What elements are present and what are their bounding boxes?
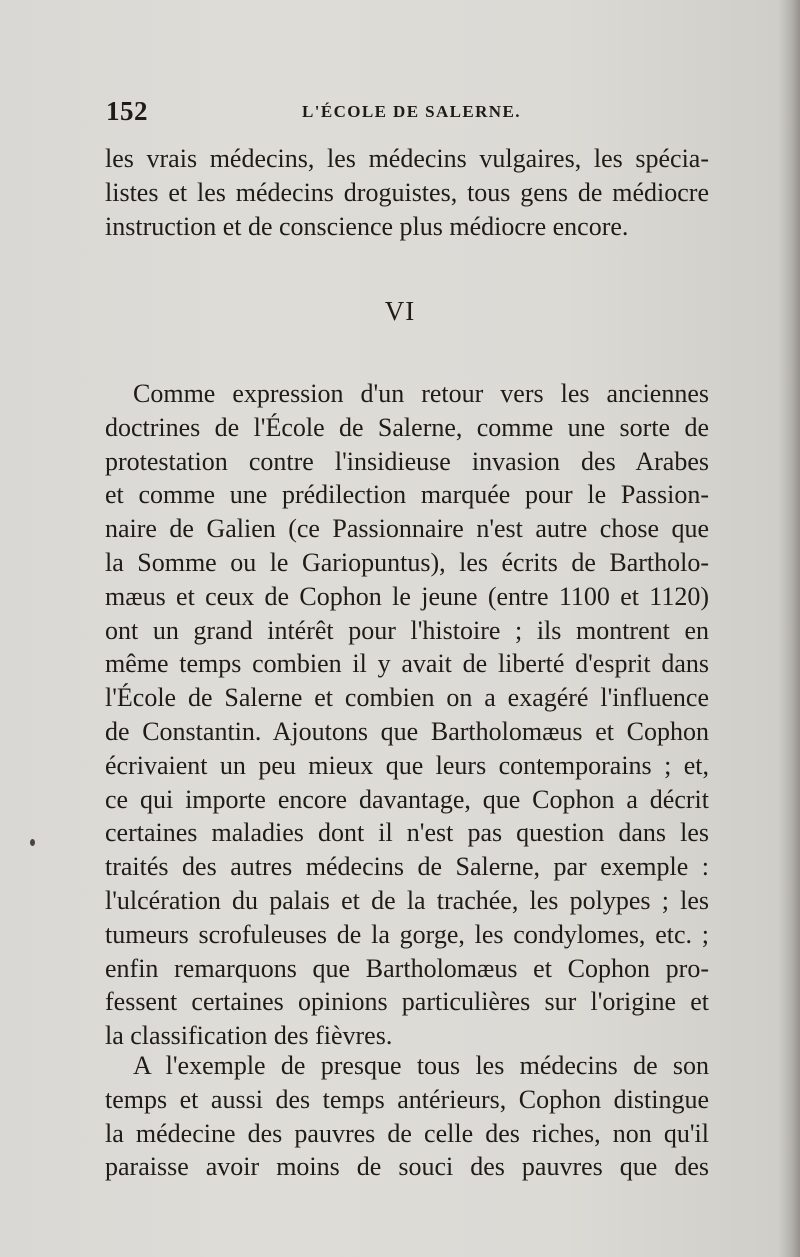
text-line: de Constantin. Ajoutons que Bartholomæus et Cophon bbox=[105, 716, 709, 746]
paragraph-continued bbox=[105, 142, 709, 243]
text-line: mæus et ceux de Cophon le jeune (entre 1100 et 1120) bbox=[105, 581, 709, 611]
text-line: écrivaient un peu mieux que leurs contemporains ; et, bbox=[105, 750, 709, 780]
text-line: les vrais médecins, les médecins vulgaires, les spécia- bbox=[105, 144, 709, 173]
text-line: certaines maladies dont il n'est pas question dans les bbox=[105, 818, 709, 848]
text-line: tumeurs scrofuleuses de la gorge, les condylomes, etc. ; bbox=[105, 919, 709, 949]
paragraph bbox=[105, 1049, 709, 1184]
text-line: même temps combien il y avait de liberté d'esprit dans bbox=[105, 649, 709, 679]
text-line: paraisse avoir moins de souci des pauvres que des bbox=[105, 1152, 709, 1182]
text-line: temps et aussi des temps antérieurs, Cophon distingue bbox=[105, 1084, 709, 1114]
text-line: ce qui importe encore davantage, que Cophon a décrit bbox=[105, 784, 709, 814]
text-line: la Somme ou le Gariopuntus), les écrits de Bartholo- bbox=[105, 547, 709, 577]
text-line: Comme expression d'un retour vers les anciennes bbox=[133, 379, 709, 408]
page-edge-shadow bbox=[778, 0, 800, 1257]
text-line: enfin remarquons que Bartholomæus et Cophon pro- bbox=[105, 953, 709, 983]
running-head: L'ÉCOLE DE SALERNE. bbox=[302, 102, 521, 121]
text-line: l'École de Salerne et combien on a exagéré l'influence bbox=[105, 683, 709, 713]
text-line: et comme une prédilection marquée pour le Passion- bbox=[105, 480, 709, 510]
text-line: doctrines de l'École de Salerne, comme une sorte de bbox=[105, 412, 709, 442]
text-line: traités des autres médecins de Salerne, par exemple : bbox=[105, 852, 709, 882]
text-line: la médecine des pauvres de celle des riches, non qu'il bbox=[105, 1118, 709, 1148]
page-number: 152 bbox=[106, 96, 148, 126]
text-line: ont un grand intérêt pour l'histoire ; ils montrent en bbox=[105, 615, 709, 645]
text-line: A l'exemple de presque tous les médecins de son bbox=[133, 1051, 709, 1080]
text-line: la classification des fièvres. bbox=[105, 1021, 393, 1051]
paragraph bbox=[105, 377, 709, 1053]
text-line: l'ulcération du palais et de la trachée, les polypes ; les bbox=[105, 885, 709, 915]
text-line: listes et les médecins droguistes, tous gens de médiocre bbox=[105, 177, 709, 207]
text-line: naire de Galien (ce Passionnaire n'est autre chose que bbox=[105, 514, 709, 544]
text-line: fessent certaines opinions particulières sur l'origine et bbox=[105, 987, 709, 1017]
ink-speck bbox=[30, 839, 35, 846]
page-header bbox=[106, 96, 706, 136]
section-heading: VI bbox=[384, 296, 416, 326]
text-line: instruction et de conscience plus médiocre encore. bbox=[105, 211, 629, 241]
text-line: protestation contre l'insidieuse invasion des Arabes bbox=[105, 446, 709, 476]
